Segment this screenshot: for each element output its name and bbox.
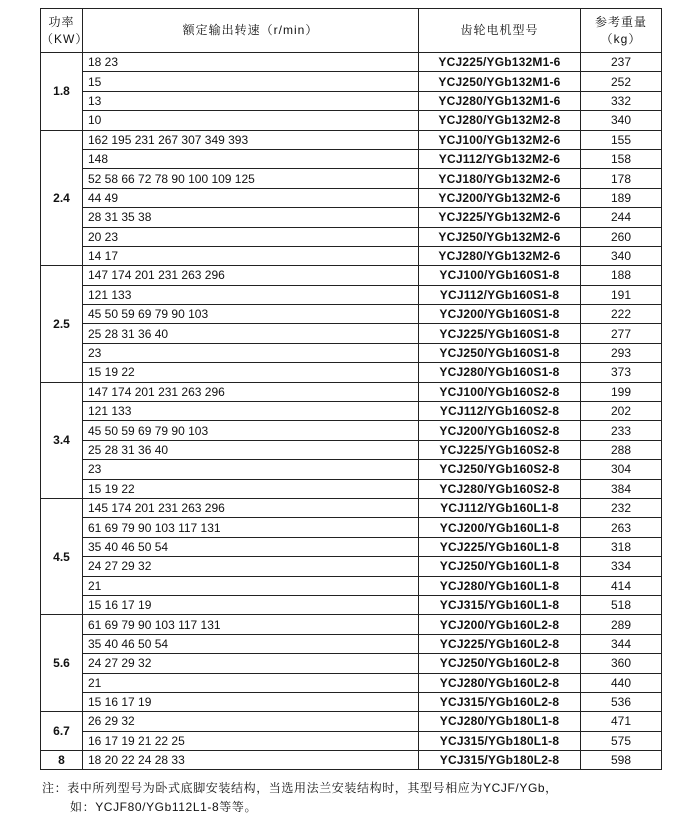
speed-cell: 21 (83, 576, 419, 595)
model-cell: YCJ200/YGb160S1-8 (419, 305, 581, 324)
weight-cell: 340 (581, 111, 662, 130)
model-cell: YCJ280/YGb180L1-8 (419, 712, 581, 731)
speed-cell: 28 31 35 38 (83, 208, 419, 227)
speed-cell: 61 69 79 90 103 117 131 (83, 518, 419, 537)
speed-cell: 147 174 201 231 263 296 (83, 382, 419, 401)
model-cell: YCJ280/YGb160L2-8 (419, 673, 581, 692)
speed-cell: 15 16 17 19 (83, 595, 419, 614)
power-cell: 1.8 (41, 53, 83, 131)
table-row (41, 479, 662, 498)
model-cell: YCJ225/YGb160S2-8 (419, 440, 581, 459)
table-row (41, 53, 662, 72)
table-row (41, 673, 662, 692)
header-power-line2: （KW） (41, 31, 89, 46)
speed-cell: 24 27 29 32 (83, 557, 419, 576)
model-cell: YCJ225/YGb132M1-6 (419, 53, 581, 72)
weight-cell: 288 (581, 440, 662, 459)
table-row (41, 576, 662, 595)
weight-cell: 536 (581, 692, 662, 711)
speed-cell: 18 23 (83, 53, 419, 72)
model-cell: YCJ200/YGb160L2-8 (419, 615, 581, 634)
speed-cell: 44 49 (83, 188, 419, 207)
weight-cell: 344 (581, 634, 662, 653)
header-power-line1: 功率 (48, 14, 75, 29)
table-row (41, 266, 662, 285)
motor-spec-table (40, 8, 662, 770)
table-row (41, 654, 662, 673)
weight-cell: 260 (581, 227, 662, 246)
table-header-row (41, 9, 662, 53)
model-cell: YCJ112/YGb132M2-6 (419, 149, 581, 168)
weight-cell: 414 (581, 576, 662, 595)
table-row (41, 751, 662, 770)
weight-cell: 237 (581, 53, 662, 72)
table-row (41, 91, 662, 110)
speed-cell: 23 (83, 343, 419, 362)
header-weight-line2: （kg） (600, 31, 642, 46)
table-row (41, 615, 662, 634)
header-weight (581, 9, 662, 53)
speed-cell: 145 174 201 231 263 296 (83, 498, 419, 517)
model-cell: YCJ100/YGb132M2-6 (419, 130, 581, 149)
speed-cell: 147 174 201 231 263 296 (83, 266, 419, 285)
speed-cell: 15 19 22 (83, 363, 419, 382)
speed-cell: 18 20 22 24 28 33 (83, 751, 419, 770)
weight-cell: 575 (581, 731, 662, 750)
weight-cell: 332 (581, 91, 662, 110)
speed-cell: 20 23 (83, 227, 419, 246)
model-cell: YCJ180/YGb132M2-6 (419, 169, 581, 188)
table-row (41, 712, 662, 731)
speed-cell: 24 27 29 32 (83, 654, 419, 673)
weight-cell: 158 (581, 149, 662, 168)
table-row (41, 72, 662, 91)
model-cell: YCJ250/YGb160S1-8 (419, 343, 581, 362)
speed-cell: 14 17 (83, 246, 419, 265)
header-model: 齿轮电机型号 (419, 9, 581, 53)
table-row (41, 440, 662, 459)
model-cell: YCJ315/YGb160L1-8 (419, 595, 581, 614)
speed-cell: 13 (83, 91, 419, 110)
power-cell: 6.7 (41, 712, 83, 751)
weight-cell: 293 (581, 343, 662, 362)
model-cell: YCJ280/YGb132M1-6 (419, 91, 581, 110)
table-row (41, 692, 662, 711)
weight-cell: 191 (581, 285, 662, 304)
speed-cell: 25 28 31 36 40 (83, 440, 419, 459)
weight-cell: 252 (581, 72, 662, 91)
weight-cell: 244 (581, 208, 662, 227)
speed-cell: 15 16 17 19 (83, 692, 419, 711)
model-cell: YCJ250/YGb160L2-8 (419, 654, 581, 673)
table-row (41, 130, 662, 149)
header-weight-line1: 参考重量 (594, 14, 647, 29)
model-cell: YCJ225/YGb132M2-6 (419, 208, 581, 227)
table-row (41, 324, 662, 343)
model-cell: YCJ280/YGb132M2-6 (419, 246, 581, 265)
model-cell: YCJ250/YGb132M2-6 (419, 227, 581, 246)
power-cell: 2.4 (41, 130, 83, 266)
model-cell: YCJ280/YGb160L1-8 (419, 576, 581, 595)
weight-cell: 189 (581, 188, 662, 207)
table-row (41, 169, 662, 188)
table-row (41, 149, 662, 168)
table-row (41, 227, 662, 246)
model-cell: YCJ112/YGb160L1-8 (419, 498, 581, 517)
weight-cell: 233 (581, 421, 662, 440)
weight-cell: 188 (581, 266, 662, 285)
table-row (41, 208, 662, 227)
speed-cell: 15 (83, 72, 419, 91)
table-row (41, 363, 662, 382)
power-cell: 8 (41, 751, 83, 770)
power-cell: 2.5 (41, 266, 83, 382)
table-row (41, 498, 662, 517)
table-row (41, 246, 662, 265)
speed-cell: 15 19 22 (83, 479, 419, 498)
weight-cell: 384 (581, 479, 662, 498)
model-cell: YCJ250/YGb132M1-6 (419, 72, 581, 91)
weight-cell: 304 (581, 460, 662, 479)
weight-cell: 360 (581, 654, 662, 673)
weight-cell: 471 (581, 712, 662, 731)
speed-cell: 61 69 79 90 103 117 131 (83, 615, 419, 634)
table-row (41, 111, 662, 130)
table-row (41, 460, 662, 479)
power-cell: 4.5 (41, 498, 83, 614)
footnote (42, 779, 682, 817)
header-speed: 额定输出转速（r/min） (83, 9, 419, 53)
model-cell: YCJ315/YGb180L2-8 (419, 751, 581, 770)
weight-cell: 263 (581, 518, 662, 537)
header-power (41, 9, 89, 53)
table-row (41, 402, 662, 421)
weight-cell: 373 (581, 363, 662, 382)
model-cell: YCJ250/YGb160S2-8 (419, 460, 581, 479)
footnote-line2: 如：YCJF80/YGb112L1-8等等。 (70, 800, 258, 814)
model-cell: YCJ112/YGb160S2-8 (419, 402, 581, 421)
weight-cell: 155 (581, 130, 662, 149)
model-cell: YCJ112/YGb160S1-8 (419, 285, 581, 304)
model-cell: YCJ100/YGb160S2-8 (419, 382, 581, 401)
model-cell: YCJ200/YGb160L1-8 (419, 518, 581, 537)
weight-cell: 598 (581, 751, 662, 770)
table-row (41, 557, 662, 576)
speed-cell: 148 (83, 149, 419, 168)
model-cell: YCJ200/YGb160S2-8 (419, 421, 581, 440)
speed-cell: 121 133 (83, 285, 419, 304)
model-cell: YCJ280/YGb160S1-8 (419, 363, 581, 382)
table-body (41, 53, 662, 770)
power-cell: 3.4 (41, 382, 83, 498)
table-row (41, 343, 662, 362)
weight-cell: 518 (581, 595, 662, 614)
model-cell: YCJ280/YGb160S2-8 (419, 479, 581, 498)
table-row (41, 382, 662, 401)
weight-cell: 440 (581, 673, 662, 692)
table-row (41, 285, 662, 304)
table-row (41, 518, 662, 537)
speed-cell: 162 195 231 267 307 349 393 (83, 130, 419, 149)
weight-cell: 178 (581, 169, 662, 188)
weight-cell: 289 (581, 615, 662, 634)
speed-cell: 45 50 59 69 79 90 103 (83, 305, 419, 324)
weight-cell: 202 (581, 402, 662, 421)
speed-cell: 45 50 59 69 79 90 103 (83, 421, 419, 440)
table-row (41, 537, 662, 556)
model-cell: YCJ225/YGb160L1-8 (419, 537, 581, 556)
speed-cell: 23 (83, 460, 419, 479)
weight-cell: 340 (581, 246, 662, 265)
weight-cell: 334 (581, 557, 662, 576)
weight-cell: 318 (581, 537, 662, 556)
model-cell: YCJ280/YGb132M2-8 (419, 111, 581, 130)
weight-cell: 277 (581, 324, 662, 343)
table-row (41, 421, 662, 440)
speed-cell: 26 29 32 (83, 712, 419, 731)
table-row (41, 188, 662, 207)
table-row (41, 595, 662, 614)
speed-cell: 52 58 66 72 78 90 100 109 125 (83, 169, 419, 188)
model-cell: YCJ225/YGb160L2-8 (419, 634, 581, 653)
table-row (41, 731, 662, 750)
model-cell: YCJ100/YGb160S1-8 (419, 266, 581, 285)
speed-cell: 121 133 (83, 402, 419, 421)
model-cell: YCJ200/YGb132M2-6 (419, 188, 581, 207)
speed-cell: 25 28 31 36 40 (83, 324, 419, 343)
model-cell: YCJ315/YGb180L1-8 (419, 731, 581, 750)
speed-cell: 35 40 46 50 54 (83, 537, 419, 556)
table-row (41, 305, 662, 324)
weight-cell: 199 (581, 382, 662, 401)
weight-cell: 222 (581, 305, 662, 324)
model-cell: YCJ315/YGb160L2-8 (419, 692, 581, 711)
speed-cell: 35 40 46 50 54 (83, 634, 419, 653)
model-cell: YCJ250/YGb160L1-8 (419, 557, 581, 576)
footnote-line1: 注：表中所列型号为卧式底脚安装结构，当选用法兰安装结构时，其型号相应为YCJF/YGb， (42, 781, 558, 795)
table-row (41, 634, 662, 653)
power-cell: 5.6 (41, 615, 83, 712)
speed-cell: 10 (83, 111, 419, 130)
model-cell: YCJ225/YGb160S1-8 (419, 324, 581, 343)
weight-cell: 232 (581, 498, 662, 517)
speed-cell: 21 (83, 673, 419, 692)
speed-cell: 16 17 19 21 22 25 (83, 731, 419, 750)
